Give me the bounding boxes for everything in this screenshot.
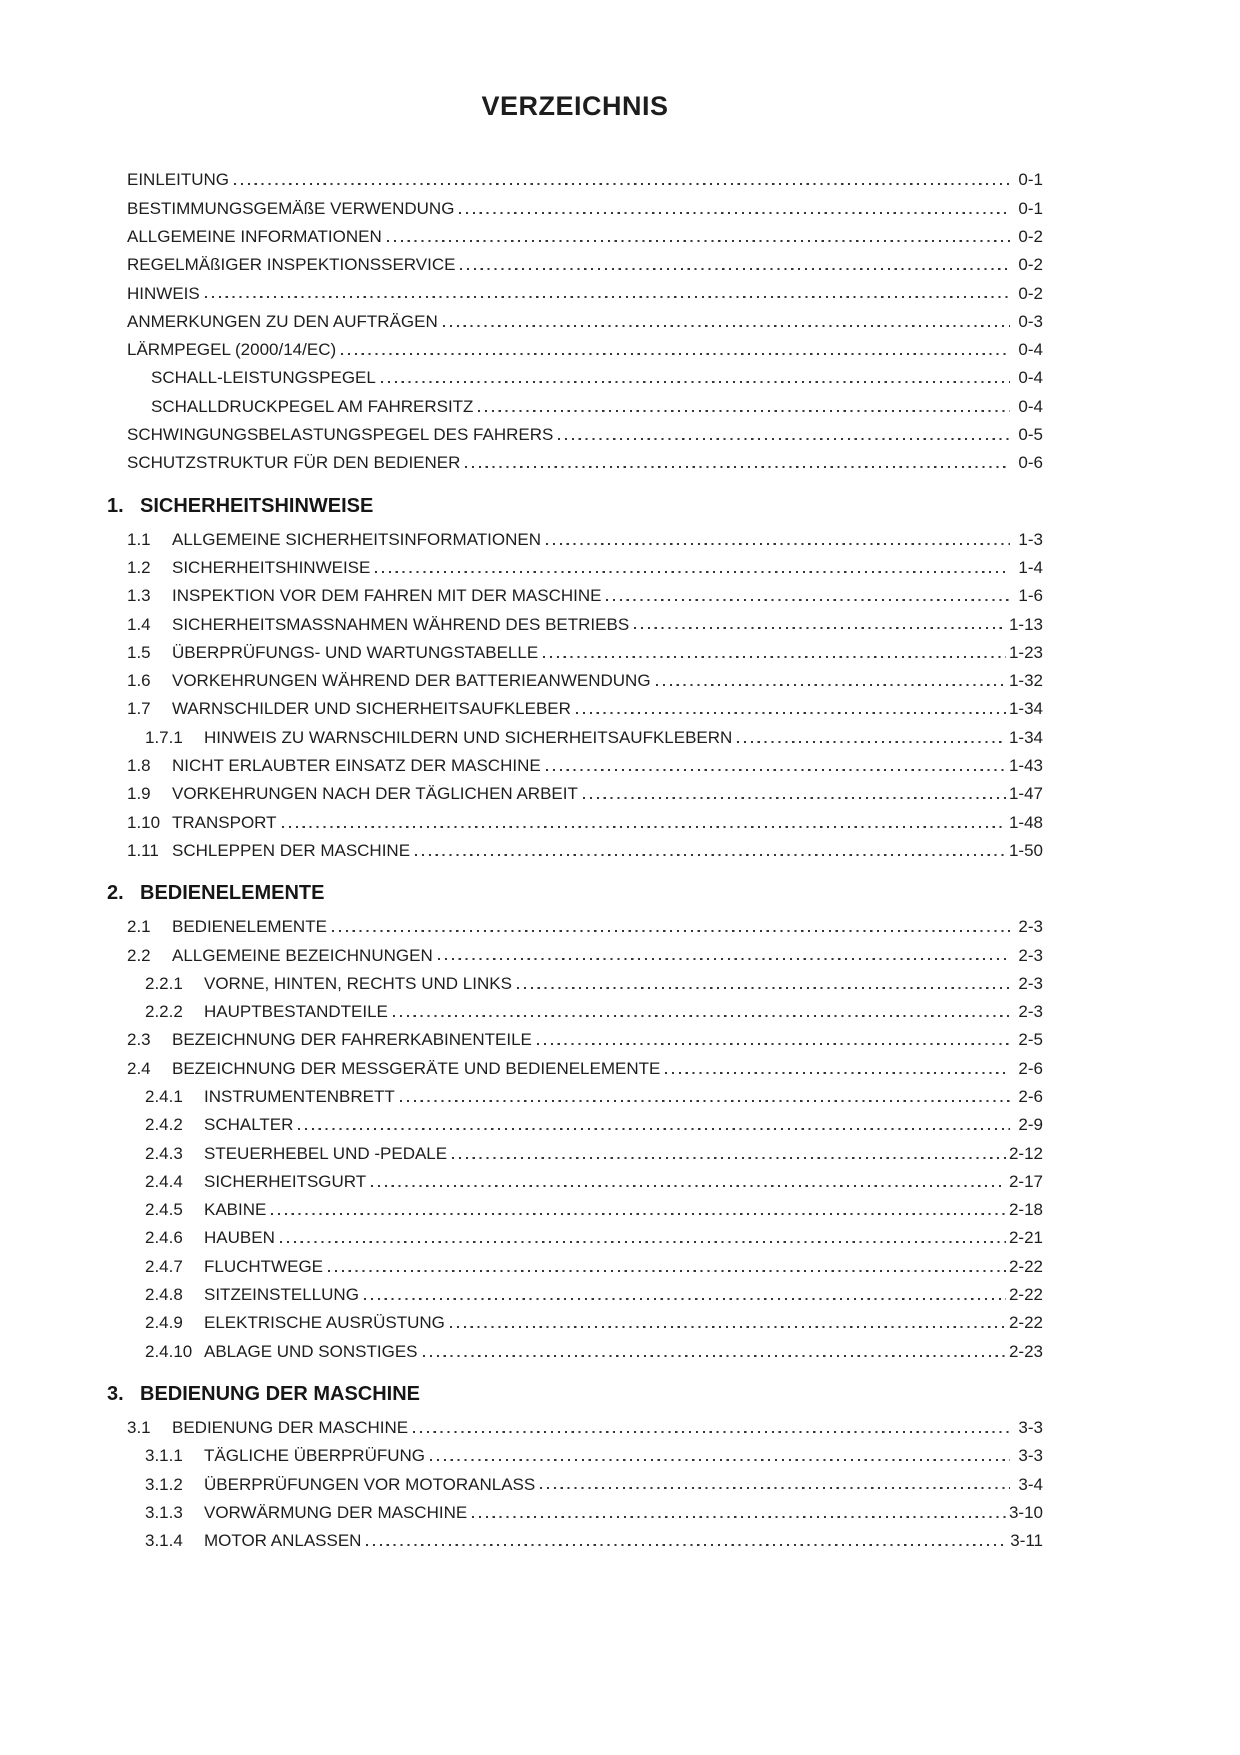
entry-label: EINLEITUNG: [127, 170, 230, 190]
entry-page: 0-4: [1018, 368, 1043, 388]
dot-leader: [543, 655, 1006, 658]
toc-entry: [107, 1499, 1043, 1527]
toc-entry: [107, 1442, 1043, 1470]
section-heading: [107, 880, 1043, 906]
entry-page: 1-50: [1008, 840, 1043, 860]
entry-number: 1.4: [127, 614, 151, 634]
toc-entry: [107, 1281, 1043, 1309]
entry-label: SCHLEPPEN DER MASCHINE: [172, 840, 411, 860]
entry-number: 1.8: [127, 756, 151, 776]
entry-page: 0-5: [1018, 425, 1043, 445]
entry-label: BEZEICHNUNG DER FAHRERKABINENTEILE: [172, 1030, 532, 1050]
entry-number: 2.2: [127, 945, 151, 965]
dot-leader: [280, 1240, 1006, 1243]
entry-label: ANMERKUNGEN ZU DEN AUFTRÄGEN: [127, 311, 438, 331]
toc-entry: [107, 1527, 1043, 1555]
entry-page: 1-6: [1018, 586, 1043, 606]
entry-label: MOTOR ANLASSEN: [204, 1531, 362, 1551]
entry-page: 1-3: [1018, 529, 1043, 549]
toc-section: [107, 1381, 1043, 1555]
dot-leader: [450, 1325, 1006, 1328]
dot-leader: [298, 1127, 1010, 1130]
entry-page: 0-4: [1018, 340, 1043, 360]
dot-leader: [413, 1430, 1010, 1433]
toc-entry: [107, 1338, 1043, 1366]
dot-leader: [576, 711, 1006, 714]
entry-label: HAUBEN: [204, 1228, 275, 1248]
entry-page: 2-17: [1008, 1171, 1043, 1191]
toc-entry: [107, 1111, 1043, 1139]
toc-entry: [107, 1168, 1043, 1196]
toc-section: [107, 493, 1043, 866]
section-entries: [107, 526, 1043, 866]
entry-label: SCHWINGUNGSBELASTUNGSPEGEL DES FAHRERS: [127, 425, 554, 445]
toc-entry: [107, 695, 1043, 723]
section-heading: [107, 1381, 1043, 1407]
entry-number: 2.4.8: [145, 1285, 183, 1305]
entry-label: STEUERHEBEL UND -PEDALE: [204, 1143, 448, 1163]
entry-number: 2.4.10: [145, 1341, 193, 1361]
toc-entry: [107, 998, 1043, 1026]
entry-page: 2-6: [1018, 1087, 1043, 1106]
entry-number: 1.7: [127, 699, 151, 719]
entry-number: 2.4.7: [145, 1256, 183, 1276]
entry-label: BEDIENUNG DER MASCHINE: [172, 1417, 409, 1437]
entry-page: 3-11: [1010, 1531, 1043, 1551]
entry-page: 1-43: [1008, 756, 1043, 776]
entry-page: 0-6: [1018, 453, 1043, 473]
entry-label: KABINE: [204, 1200, 267, 1220]
entry-label: SCHUTZSTRUKTUR FÜR DEN BEDIENER: [127, 453, 461, 473]
toc-entry: [107, 752, 1043, 780]
dot-leader: [546, 542, 1010, 545]
entry-label: SICHERHEITSGURT: [204, 1171, 367, 1191]
dot-leader: [282, 825, 1006, 828]
entry-number: 2.2.1: [145, 973, 183, 993]
entry-label: SCHALTER: [204, 1115, 294, 1135]
entry-page: 1-4: [1018, 557, 1043, 577]
entry-label: ÜBERPRÜFUNGS- UND WARTUNGSTABELLE: [172, 642, 539, 662]
toc-entry: [107, 251, 1043, 279]
entry-number: 1.10: [127, 812, 161, 832]
toc-entry: [107, 195, 1043, 223]
dot-leader: [459, 211, 1010, 214]
toc-entry: [107, 913, 1043, 941]
entry-label: ALLGEMEINE BEZEICHNUNGEN: [172, 945, 433, 965]
dot-leader: [478, 409, 1010, 412]
toc-entry: [107, 554, 1043, 582]
section-entries: [107, 1414, 1043, 1555]
entry-page: 2-6: [1018, 1058, 1043, 1078]
entry-label: INSTRUMENTENBRETT: [204, 1087, 395, 1106]
entry-number: 2.1: [127, 917, 151, 937]
entry-page: 3-3: [1018, 1417, 1043, 1437]
entry-page: 2-22: [1008, 1285, 1043, 1305]
dot-leader: [400, 1099, 1010, 1102]
toc-entry: [107, 1471, 1043, 1499]
entry-label: ÜBERPRÜFUNGEN VOR MOTORANLASS: [204, 1474, 536, 1494]
toc-entry: [107, 639, 1043, 667]
entry-label: REGELMÄßIGER INSPEKTIONSSERVICE: [127, 255, 456, 275]
entry-page: 2-21: [1008, 1228, 1043, 1248]
page-title: VERZEICHNIS: [481, 91, 669, 121]
entry-label: ELEKTRISCHE AUSRÜSTUNG: [204, 1313, 445, 1333]
entry-label: VORKEHRUNGEN WÄHREND DER BATTERIEANWENDUNG: [172, 671, 651, 691]
entry-page: 3-10: [1008, 1502, 1043, 1522]
entry-number: 3.1.3: [145, 1502, 183, 1522]
section-number: 3.: [107, 1382, 124, 1405]
toc-entry: [107, 611, 1043, 639]
toc-entry: [107, 809, 1043, 837]
dot-leader: [558, 437, 1010, 440]
entry-label: BESTIMMUNGSGEMÄßE VERWENDUNG: [127, 198, 455, 218]
toc-entry: [107, 526, 1043, 554]
section-number: 2.: [107, 882, 124, 905]
entry-number: 2.4.9: [145, 1313, 183, 1333]
dot-leader: [472, 1515, 1006, 1518]
entry-label: WARNSCHILDER UND SICHERHEITSAUFKLEBER: [172, 699, 571, 719]
entry-number: 1.1: [127, 529, 151, 549]
entry-page: 0-4: [1018, 396, 1043, 416]
section-title: BEDIENELEMENTE: [140, 882, 325, 905]
entry-number: 1.2: [127, 557, 151, 577]
dot-leader: [460, 267, 1010, 270]
entry-label: BEZEICHNUNG DER MESSGERÄTE UND BEDIENELEMENTE: [172, 1058, 661, 1078]
entry-page: 1-48: [1008, 812, 1043, 832]
entry-page: 2-22: [1008, 1256, 1043, 1276]
dot-leader: [328, 1269, 1006, 1272]
entry-page: 3-4: [1018, 1474, 1043, 1494]
entry-page: 0-2: [1018, 226, 1043, 246]
entry-page: 2-23: [1008, 1341, 1043, 1361]
entry-page: 1-32: [1008, 671, 1043, 691]
dot-leader: [430, 1458, 1010, 1461]
entry-page: 2-5: [1018, 1030, 1043, 1050]
entry-page: 1-34: [1008, 727, 1043, 747]
entry-number: 2.4.1: [145, 1087, 183, 1106]
entry-label: INSPEKTION VOR DEM FAHREN MIT DER MASCHINE: [172, 586, 602, 606]
entry-label: VORWÄRMUNG DER MASCHINE: [204, 1502, 468, 1522]
dot-leader: [546, 768, 1006, 771]
entry-number: 3.1.4: [145, 1531, 183, 1551]
entry-page: 2-9: [1018, 1115, 1043, 1135]
entry-label: ALLGEMEINE INFORMATIONEN: [127, 226, 382, 246]
entry-page: 2-3: [1018, 1002, 1043, 1022]
toc-section: [107, 880, 1043, 1366]
dot-leader: [443, 324, 1010, 327]
entry-label: TRANSPORT: [172, 812, 277, 832]
entry-label: SICHERHEITSHINWEISE: [172, 557, 371, 577]
entry-page: 2-3: [1018, 917, 1043, 937]
toc-entry: [107, 780, 1043, 808]
toc-entry: [107, 223, 1043, 251]
toc-entry: [107, 837, 1043, 865]
entry-label: HINWEIS ZU WARNSCHILDERN UND SICHERHEITSAUFKLEBERN: [204, 727, 733, 747]
dot-leader: [537, 1042, 1010, 1045]
dot-leader: [234, 182, 1010, 185]
toc-entry: [107, 1140, 1043, 1168]
toc-entry: [107, 1309, 1043, 1337]
entry-number: 2.4.2: [145, 1115, 183, 1135]
toc-entry: [107, 1055, 1043, 1083]
entry-page: 3-3: [1018, 1446, 1043, 1466]
entry-page: 1-23: [1008, 642, 1043, 662]
dot-leader: [465, 465, 1010, 468]
entry-number: 2.4.3: [145, 1143, 183, 1163]
toc-entry: [107, 942, 1043, 970]
dot-leader: [438, 958, 1010, 961]
entry-label: HAUPTBESTANDTEILE: [204, 1002, 388, 1022]
entry-page: 2-12: [1008, 1143, 1043, 1163]
entry-label: SCHALLDRUCKPEGEL AM FAHRERSITZ: [151, 396, 474, 416]
dot-leader: [381, 380, 1010, 383]
entry-number: 1.5: [127, 642, 151, 662]
entry-number: 2.4.4: [145, 1171, 183, 1191]
dot-leader: [415, 853, 1006, 856]
toc-entry: [107, 667, 1043, 695]
toc-entry: [107, 166, 1043, 194]
entry-page: 1-13: [1008, 614, 1043, 634]
entry-label: LÄRMPEGEL (2000/14/EC): [127, 340, 337, 360]
entry-label: FLUCHTWEGE: [204, 1256, 323, 1276]
entry-number: 1.9: [127, 784, 151, 804]
toc-entry: [107, 1026, 1043, 1054]
dot-leader: [737, 740, 1006, 743]
toc-entry: [107, 393, 1043, 421]
dot-leader: [371, 1184, 1006, 1187]
dot-leader: [366, 1543, 1007, 1546]
entry-label: TÄGLICHE ÜBERPRÜFUNG: [204, 1446, 426, 1466]
entry-label: ABLAGE UND SONSTIGES: [204, 1341, 418, 1361]
entry-number: 2.4: [127, 1058, 151, 1078]
dot-leader: [393, 1014, 1010, 1017]
entry-page: 0-1: [1018, 170, 1043, 190]
toc-entry: [107, 336, 1043, 364]
dot-leader: [656, 683, 1006, 686]
entry-number: 1.7.1: [145, 727, 183, 747]
entry-page: 2-18: [1008, 1200, 1043, 1220]
dot-leader: [375, 570, 1010, 573]
entry-number: 1.11: [127, 840, 159, 860]
toc-entry: [107, 1253, 1043, 1281]
section-heading: [107, 493, 1043, 519]
entry-number: 1.3: [127, 586, 151, 606]
entry-label: VORKEHRUNGEN NACH DER TÄGLICHEN ARBEIT: [172, 784, 578, 804]
toc-entry: [107, 724, 1043, 752]
toc-entry: [107, 582, 1043, 610]
toc-entry: [107, 308, 1043, 336]
dot-leader: [583, 796, 1006, 799]
dot-leader: [634, 627, 1006, 630]
toc-entry: [107, 421, 1043, 449]
entry-page: 2-3: [1018, 945, 1043, 965]
entry-label: VORNE, HINTEN, RECHTS UND LINKS: [204, 973, 512, 993]
toc: [107, 166, 1043, 1555]
entry-number: 3.1: [127, 1417, 151, 1437]
entry-label: NICHT ERLAUBTER EINSATZ DER MASCHINE: [172, 756, 541, 776]
dot-leader: [364, 1297, 1006, 1300]
entry-number: 2.2.2: [145, 1002, 183, 1022]
dot-leader: [606, 598, 1010, 601]
entry-page: 1-47: [1008, 784, 1043, 804]
section-entries: [107, 166, 1043, 477]
entry-label: SCHALL-LEISTUNGSPEGEL: [151, 368, 376, 388]
entry-page: 2-22: [1008, 1313, 1043, 1333]
toc-entry: [107, 364, 1043, 392]
entry-label: HINWEIS: [127, 283, 200, 303]
entry-label: BEDIENELEMENTE: [172, 917, 327, 937]
entry-number: 3.1.2: [145, 1474, 183, 1494]
entry-page: 0-1: [1018, 198, 1043, 218]
toc-entry: [107, 449, 1043, 477]
toc-entry: [107, 1083, 1043, 1111]
entry-label: SITZEINSTELLUNG: [204, 1285, 359, 1305]
toc-entry: [107, 1224, 1043, 1252]
entry-page: 1-34: [1008, 699, 1043, 719]
entry-page: 0-2: [1018, 255, 1043, 275]
toc-entry: [107, 1196, 1043, 1224]
dot-leader: [341, 352, 1010, 355]
dot-leader: [665, 1071, 1010, 1074]
entry-label: SICHERHEITSMASSNAHMEN WÄHREND DES BETRIEBS: [172, 614, 630, 634]
dot-leader: [423, 1354, 1006, 1357]
dot-leader: [332, 929, 1010, 932]
entry-page: 0-3: [1018, 311, 1043, 331]
dot-leader: [540, 1487, 1010, 1490]
dot-leader: [517, 986, 1010, 989]
entry-number: 2.4.5: [145, 1200, 183, 1220]
section-title: SICHERHEITSHINWEISE: [140, 494, 374, 517]
toc-entry: [107, 280, 1043, 308]
toc-section: [107, 166, 1043, 477]
section-entries: [107, 913, 1043, 1366]
entry-number: 1.6: [127, 671, 151, 691]
entry-number: 2.4.6: [145, 1228, 183, 1248]
entry-number: 3.1.1: [145, 1446, 183, 1466]
entry-page: 0-2: [1018, 283, 1043, 303]
dot-leader: [452, 1156, 1006, 1159]
section-number: 1.: [107, 494, 124, 517]
dot-leader: [271, 1212, 1006, 1215]
toc-entry: [107, 970, 1043, 998]
entry-label: ALLGEMEINE SICHERHEITSINFORMATIONEN: [172, 529, 542, 549]
section-title: BEDIENUNG DER MASCHINE: [140, 1382, 421, 1405]
dot-leader: [205, 296, 1010, 299]
toc-entry: [107, 1414, 1043, 1442]
dot-leader: [387, 239, 1010, 242]
entry-page: 2-3: [1018, 973, 1043, 993]
entry-number: 2.3: [127, 1030, 151, 1050]
